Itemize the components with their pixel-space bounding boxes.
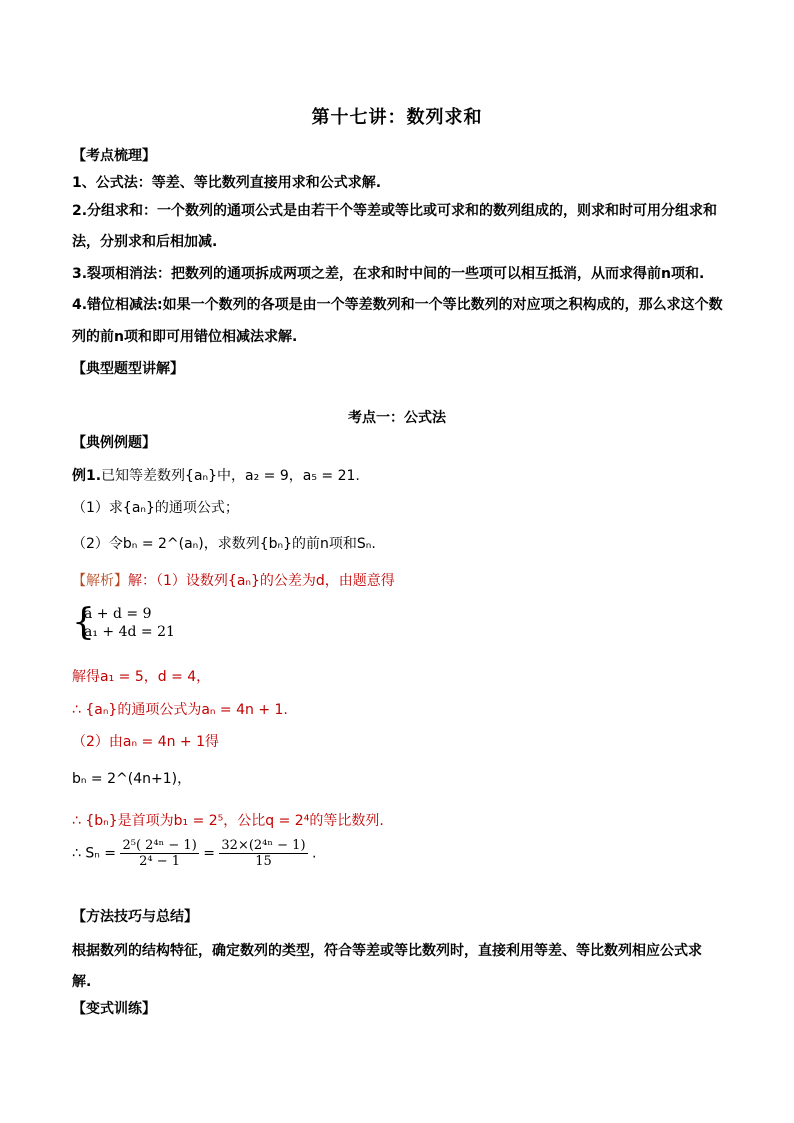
general-term-result: ∴ {aₙ}的通项公式为aₙ = 4n + 1. <box>72 702 288 718</box>
period: . <box>311 845 317 862</box>
example-statement: 已知等差数列{aₙ}中，a₂ = 9，a₅ = 21. <box>101 468 360 484</box>
question-1: （1）求{aₙ}的通项公式； <box>72 500 239 516</box>
method-summary-line-2: 解. <box>72 974 92 990</box>
fraction-2-denominator: 15 <box>255 854 272 869</box>
page-title: 第十七讲：数列求和 <box>311 107 483 128</box>
section-heading-bianshi: 【变式训练】 <box>72 1001 156 1017</box>
fraction-2 <box>219 838 307 869</box>
equation-2: a₁ + 4d = 21 <box>84 624 175 640</box>
example-label: 例1. <box>72 468 102 484</box>
sum-formula <box>72 838 316 869</box>
fraction-1 <box>120 838 198 869</box>
fraction-1-denominator: 2⁴ − 1 <box>139 854 181 869</box>
example-1 <box>72 465 360 485</box>
point-2-line-2: 法，分别求和后相加减. <box>72 234 218 250</box>
equals-sign: = <box>203 845 215 862</box>
section-heading-fangfa: 【方法技巧与总结】 <box>72 909 198 925</box>
equation-1: a + d = 9 <box>84 606 152 622</box>
method-summary-line-1: 根据数列的结构特征，确定数列的类型，符合等差或等比数列时，直接利用等差、等比数列相应公式求 <box>72 943 702 959</box>
question-2: （2）令bₙ = 2^(aₙ)，求数列{bₙ}的前n项和Sₙ. <box>72 536 376 552</box>
section-heading-lieti: 【典例例题】 <box>72 435 156 451</box>
section-heading-kaodian: 【考点梳理】 <box>72 148 156 164</box>
fraction-2-numerator: 32×(2⁴ⁿ − 1) <box>221 838 306 853</box>
solution-intro <box>72 570 395 590</box>
point-4-line-2: 列的前n项和即可用错位相减法求解. <box>72 329 298 345</box>
solution-part-2: （2）由aₙ = 4n + 1得 <box>72 734 220 750</box>
solve-result: 解得a₁ = 5，d = 4， <box>72 669 211 685</box>
geometric-sequence-result: ∴ {bₙ}是首项为b₁ = 2⁵，公比q = 2⁴的等比数列. <box>72 813 384 829</box>
solution-part-1: 解：（1）设数列{aₙ}的公差为d，由题意得 <box>128 573 395 589</box>
fraction-1-numerator: 2⁵( 2⁴ⁿ − 1) <box>122 838 197 853</box>
bn-formula: bₙ = 2^(4n+1)， <box>72 771 192 787</box>
section-heading-dianxing: 【典型题型讲解】 <box>72 361 184 377</box>
subsection-title: 考点一：公式法 <box>348 410 446 426</box>
system-brace: { <box>72 602 95 643</box>
point-1: 1、公式法：等差、等比数列直接用求和公式求解. <box>72 175 382 191</box>
point-4-line-1: 4.错位相减法:如果一个数列的各项是由一个等差数列和一个等比数列的对应项之积构成的，那么求这个数 <box>72 297 723 313</box>
analysis-label: 【解析】 <box>72 573 128 589</box>
point-3: 3.裂项相消法：把数列的通项拆成两项之差，在求和时中间的一些项可以相互抵消，从而求得前n项和. <box>72 266 705 282</box>
sum-label: ∴ Sₙ = <box>72 845 117 862</box>
point-2-line-1: 2.分组求和：一个数列的通项公式是由若干个等差或等比或可求和的数列组成的，则求和时可用分组求和 <box>72 203 718 219</box>
